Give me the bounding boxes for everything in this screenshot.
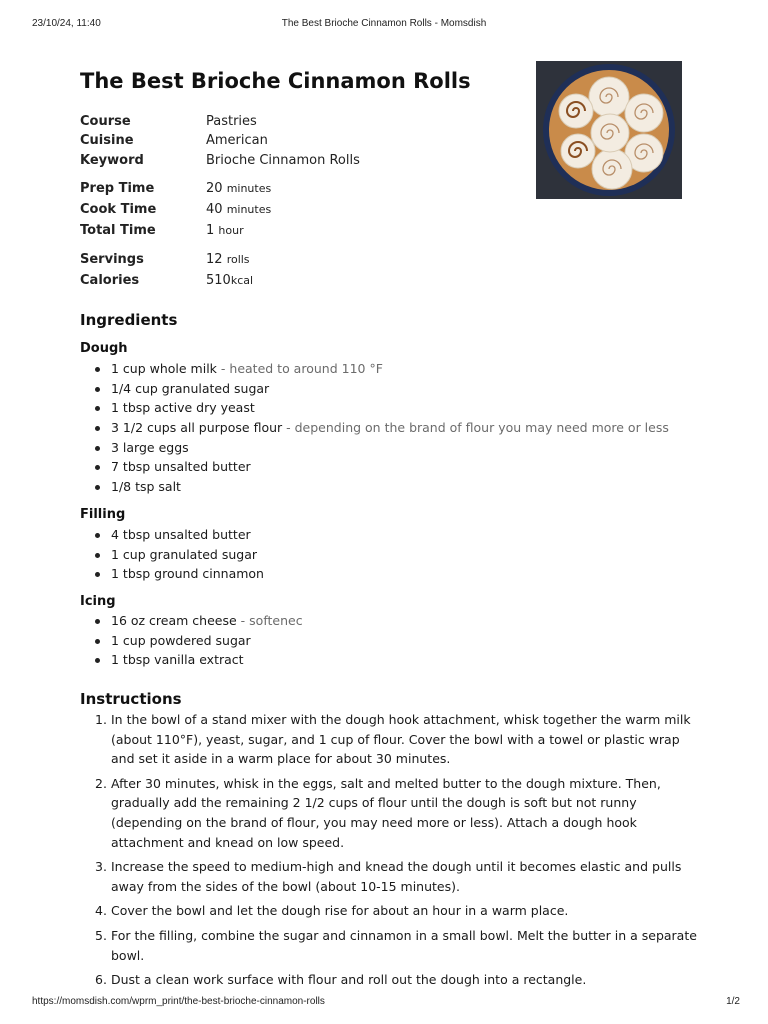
print-header (32, 18, 736, 32)
meta-label: Servings (80, 252, 144, 267)
meta-value: 1 hour (206, 223, 244, 238)
ingredient-list-filling (92, 525, 264, 584)
instruction-step: 4. Cover the bowl and let the dough rise for about an hour in a warm place. (95, 903, 569, 919)
print-footer (32, 996, 740, 1010)
meta-label: Calories (80, 273, 140, 288)
list-item: 1 tbsp vanilla extract (92, 650, 303, 670)
meta-value: 510kcal (206, 273, 254, 288)
recipe-photo (536, 61, 682, 199)
list-item: 3 large eggs (92, 438, 669, 458)
meta-value: American (206, 133, 268, 148)
list-item: 1/4 cup granulated sugar (92, 379, 669, 399)
meta-value: 20 minutes (206, 181, 272, 196)
list-item: 1 cup powdered sugar (92, 631, 303, 651)
meta-value: Brioche Cinnamon Rolls (206, 153, 360, 168)
meta-label: Total Time (80, 223, 156, 238)
page-number: 1/2 (726, 996, 740, 1007)
print-url: https://momsdish.com/wprm_print/the-best-brioche-cinnamon-rolls (32, 996, 325, 1007)
list-item: 7 tbsp unsalted butter (92, 457, 669, 477)
recipe-title: The Best Brioche Cinnamon Rolls (80, 69, 471, 93)
instruction-step: 2. After 30 minutes, whisk in the eggs, salt and melted butter to the dough mixture. Then, gradually add the remaining 2 1/2 cups of flour until the dough is soft but not runny (depending on the brand of flour, you may need more or less). Attach a dough hook attachment and knead on low speed. (95, 775, 661, 850)
instruction-steps (92, 710, 702, 995)
meta-value: 40 minutes (206, 202, 272, 217)
instruction-step: 3. Increase the speed to medium-high and knead the dough until it becomes elastic and pulls away from the sides of the bowl (about 10-15 minutes). (95, 859, 682, 894)
meta-label: Cook Time (80, 202, 157, 217)
list-item: 16 oz cream cheese - softenec (92, 611, 303, 631)
list-item: 1/8 tsp salt (92, 477, 669, 497)
ingredient-list-dough (92, 359, 669, 497)
print-datetime: 23/10/24, 11:40 (32, 18, 101, 29)
instruction-step: 6. Dust a clean work surface with flour and roll out the dough into a rectangle. (95, 972, 587, 988)
list-item: 1 tbsp ground cinnamon (92, 564, 264, 584)
meta-label: Course (80, 114, 131, 129)
meta-label: Prep Time (80, 181, 155, 196)
ingredient-group-filling: Filling (80, 507, 126, 522)
meta-value: Pastries (206, 114, 257, 129)
meta-label: Keyword (80, 153, 144, 168)
ingredient-group-dough: Dough (80, 341, 128, 356)
instructions-heading: Instructions (80, 690, 182, 708)
list-item: 3 1/2 cups all purpose flour - depending on the brand of flour you may need more or less (92, 418, 669, 438)
meta-label: Cuisine (80, 133, 134, 148)
ingredients-heading: Ingredients (80, 311, 178, 329)
print-doc-title: The Best Brioche Cinnamon Rolls - Momsdish (281, 18, 487, 29)
instruction-step: 1. In the bowl of a stand mixer with the dough hook attachment, whisk together the warm milk (about 110°F), yeast, sugar, and 1 cup of flour. Cover the bowl with a towel or plastic wrap and set it aside in a warm place for about 30 minutes. (95, 712, 691, 767)
cinnamon-rolls-image (536, 61, 682, 199)
list-item: 1 tbsp active dry yeast (92, 398, 669, 418)
instruction-step: 5. For the filling, combine the sugar and cinnamon in a small bowl. Melt the butter in a separate bowl. (95, 927, 697, 963)
list-item: 4 tbsp unsalted butter (92, 525, 264, 545)
list-item: 1 cup granulated sugar (92, 545, 264, 565)
list-item: 1 cup whole milk - heated to around 110 °F (92, 359, 669, 379)
ingredient-list-icing (92, 611, 303, 670)
ingredient-group-icing: Icing (80, 594, 116, 609)
meta-value: 12 rolls (206, 252, 250, 267)
